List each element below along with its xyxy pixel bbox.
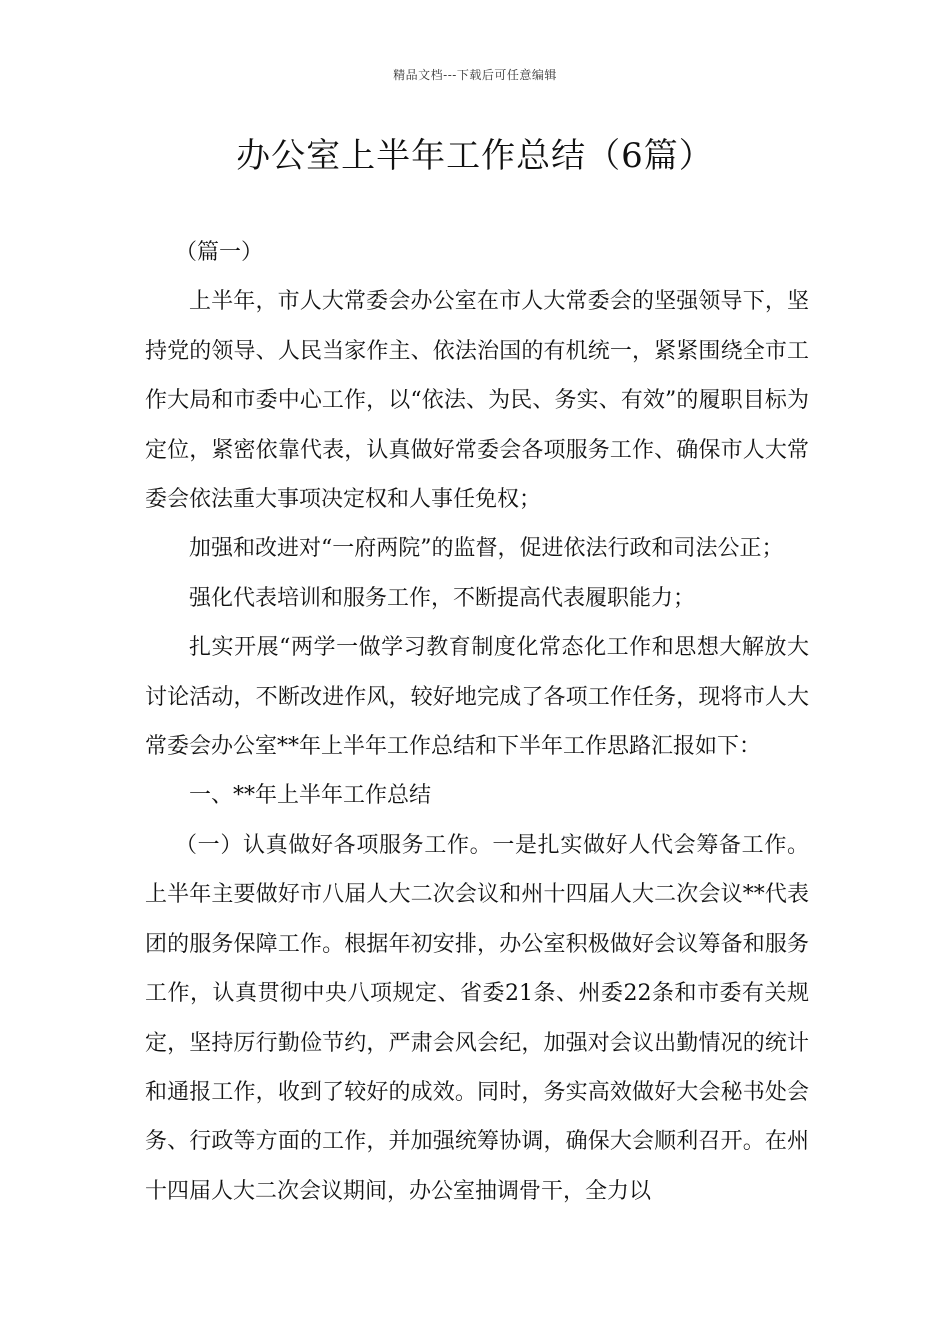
document-title: 办公室上半年工作总结（6篇） [236,136,714,176]
document-body [145,228,809,1216]
paragraph: 上半年，市人大常委会办公室在市人大常委会的坚强领导下，坚持党的领导、人民当家作主、依法治国的有机统一，紧紧围绕全市工作大局和市委中心工作，以“依法、为民、务实、有效”的履职目标为定位，紧密依靠代表，认真做好常委会各项服务工作、确保市人大常委会依法重大事项决定权和人事任免权； [145,289,809,513]
header-note: 精品文档---下载后可任意编辑 [393,68,557,82]
paragraph: 扎实开展“两学一做学习教育制度化常态化工作和思想大解放大讨论活动，不断改进作风，较好地完成了各项工作任务，现将市人大常委会办公室**年上半年工作总结和下半年工作思路汇报如下： [145,635,809,760]
section-heading: 一、**年上半年工作总结 [189,783,432,809]
paragraph: （一）认真做好各项服务工作。一是扎实做好人代会筹备工作。上半年主要做好市八届人大二次会议和州十四届人大二次会议**代表团的服务保障工作。根据年初安排，办公室积极做好会议筹备和服务工作，认真贯彻中央八项规定、省委21条、州委22条和市委有关规定，坚持厉行勤俭节约，严肃会风会纪，加强对会议出勤情况的统计和通报工作，收到了较好的成效。同时，务实高效做好大会秘书处会务、行政等方面的工作，并加强统筹协调，确保大会顺利召开。在州十四届人大二次会议期间，办公室抽调骨干，全力以 [145,832,809,1204]
paragraph: 强化代表培训和服务工作，不断提高代表履职能力； [189,585,696,611]
section-label: （篇一） [175,240,264,265]
paragraph: 加强和改进对“一府两院”的监督，促进依法行政和司法公正； [189,536,784,562]
